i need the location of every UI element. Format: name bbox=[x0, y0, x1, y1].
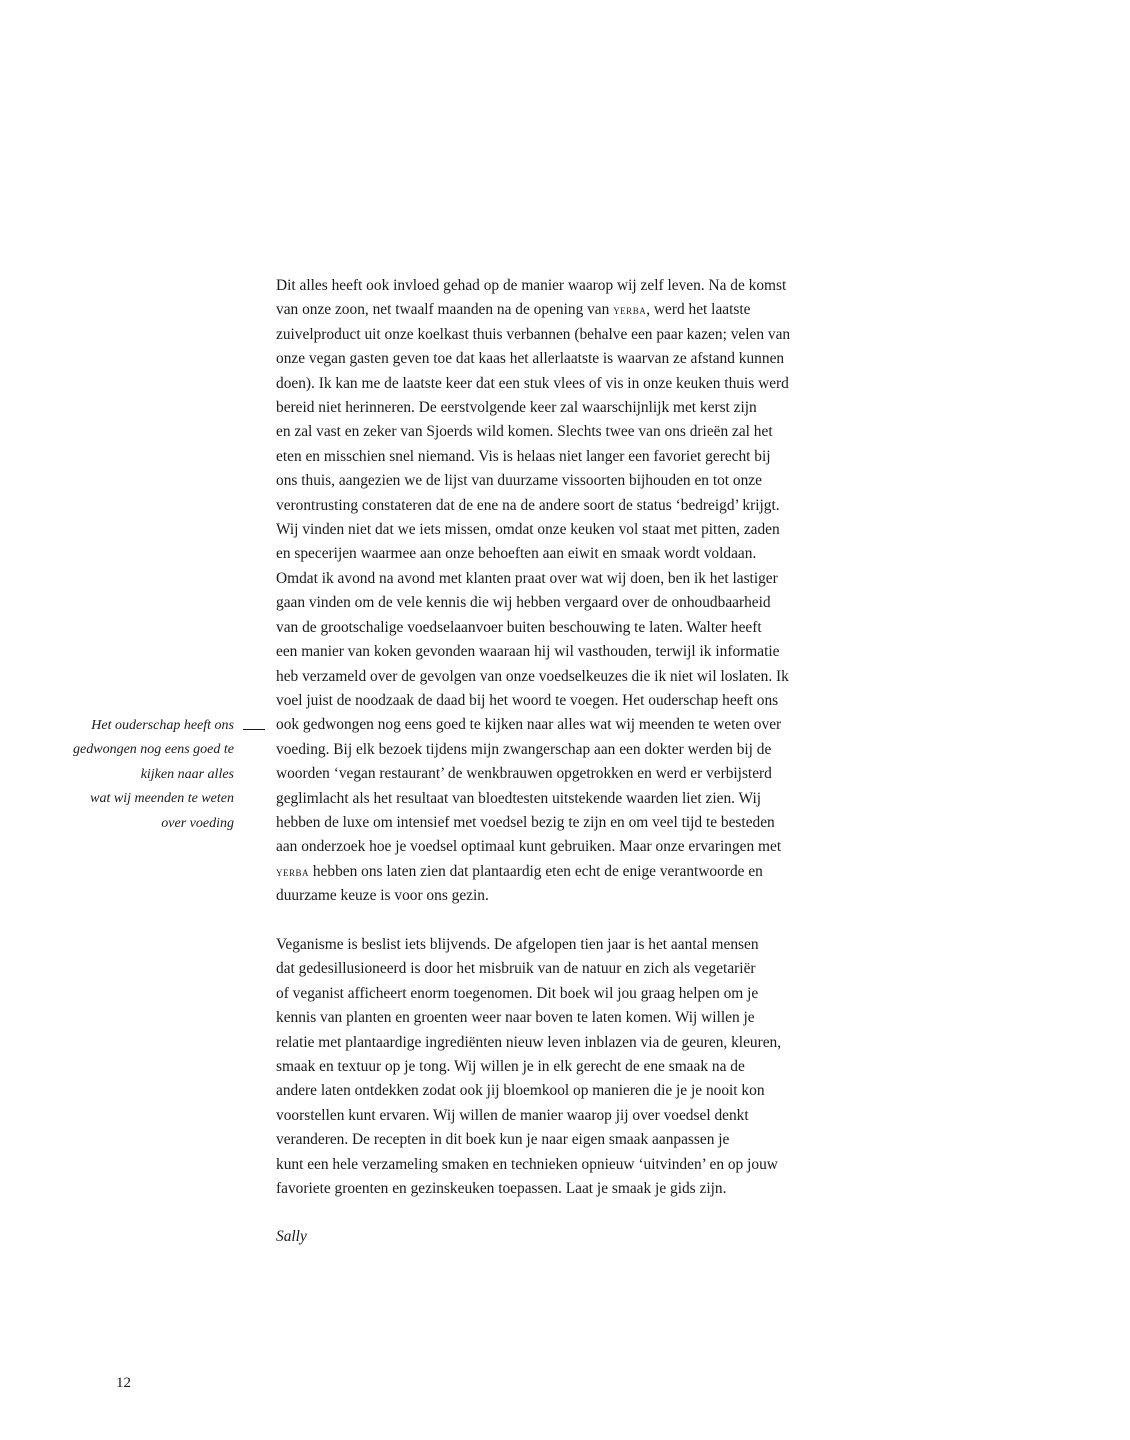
pull-quote-line: kijken naar alles bbox=[140, 766, 234, 782]
text-line: Dit alles heeft ook invloed gehad op de manier waarop wij zelf leven. Na de komst bbox=[276, 277, 787, 294]
paragraph-1 bbox=[276, 274, 856, 909]
text-line: gaan vinden om de vele kennis die wij hebben vergaard over de onhoudbaarheid bbox=[276, 594, 771, 612]
text-line: van onze zoon, net twaalf maanden na de opening van yerba, werd het laatste bbox=[276, 301, 751, 319]
text-line: duurzame keuze is voor ons gezin. bbox=[276, 887, 489, 905]
pull-quote bbox=[40, 714, 234, 836]
text-line: aan onderzoek hoe je voedsel optimaal kunt gebruiken. Maar onze ervaringen met bbox=[276, 838, 782, 856]
text-line: woorden ‘vegan restaurant’ de wenkbrauwen opgetrokken en werd er verbijsterd bbox=[276, 765, 772, 783]
text-line: kunt een hele verzameling smaken en technieken opnieuw ‘uitvinden’ en op jouw bbox=[276, 1155, 778, 1173]
text-line: onze vegan gasten geven toe dat kaas het allerlaatste is waarvan ze afstand kunnen bbox=[276, 350, 785, 368]
text-line: doen). Ik kan me de laatste keer dat een stuk vlees of vis in onze keuken thuis werd bbox=[276, 374, 789, 392]
body-text bbox=[276, 274, 856, 1201]
text-line: of veganist afficheert enorm toegenomen. Dit boek wil jou graag helpen om je bbox=[276, 984, 759, 1002]
text-line: hebben de luxe om intensief met voedsel bezig te zijn en om veel tijd te besteden bbox=[276, 813, 775, 831]
pull-quote-line: wat wij meenden te weten bbox=[90, 791, 234, 807]
text-line: en zal vast en zeker van Sjoerds wild komen. Slechts twee van ons drieën zal het bbox=[276, 423, 773, 441]
text-line: en specerijen waarmee aan onze behoeften aan eiwit en smaak wordt voldaan. bbox=[276, 545, 757, 563]
text-line: geglimlacht als het resultaat van bloedtesten uitstekende waarden liet zien. Wij bbox=[276, 789, 762, 807]
text-line: veranderen. De recepten in dit boek kun je naar eigen smaak aanpassen je bbox=[276, 1131, 730, 1149]
text-line: een manier van koken gevonden waaraan hij wil vasthouden, terwijl ik informatie bbox=[276, 643, 780, 661]
text-line: verontrusting constateren dat de ene na de andere soort de status ‘bedreigd’ krijgt. bbox=[276, 496, 780, 514]
text-line: yerba hebben ons laten zien dat plantaardig eten echt de enige verantwoorde en bbox=[276, 862, 763, 880]
pull-quote-line: gedwongen nog eens goed te bbox=[73, 742, 234, 758]
text-line: Veganisme is beslist iets blijvends. De afgelopen tien jaar is het aantal mensen bbox=[276, 935, 759, 953]
pull-quote-line: over voeding bbox=[161, 815, 234, 831]
brand-name: yerba bbox=[613, 302, 647, 318]
paragraph-2 bbox=[276, 933, 856, 1201]
text-line: Wij vinden niet dat we iets missen, omdat onze keuken vol staat met pitten, zaden bbox=[276, 521, 780, 539]
brand-name: yerba bbox=[276, 863, 310, 879]
text-line: ook gedwongen nog eens goed te kijken naar alles wat wij meenden te weten over bbox=[276, 716, 782, 734]
pull-quote-line: Het ouderschap heeft ons bbox=[91, 718, 234, 733]
text-line: kennis van planten en groenten weer naar boven te laten komen. Wij willen je bbox=[276, 1009, 755, 1027]
text-line: ons thuis, aangezien we de lijst van duurzame vissoorten bijhouden en tot onze bbox=[276, 472, 762, 490]
text-line: voeding. Bij elk bezoek tijdens mijn zwangerschap aan een dokter werden bij de bbox=[276, 740, 772, 758]
text-line: bereid niet herinneren. De eerstvolgende keer zal waarschijnlijk met kerst zijn bbox=[276, 399, 757, 417]
text-line: eten en misschien snel niemand. Vis is helaas niet langer een favoriet gerecht bij bbox=[276, 447, 771, 465]
text-line: heb verzameld over de gevolgen van onze voedselkeuzes die ik niet wil loslaten. Ik bbox=[276, 667, 789, 685]
paragraph-gap bbox=[276, 909, 856, 933]
text-line: voel juist de noodzaak de daad bij het woord te voegen. Het ouderschap heeft ons bbox=[276, 691, 779, 709]
text-line: smaak en textuur op je tong. Wij willen je in elk gerecht de ene smaak na de bbox=[276, 1057, 745, 1075]
text-line: zuivelproduct uit onze koelkast thuis verbannen (behalve een paar kazen; velen van bbox=[276, 325, 791, 343]
text-line: Omdat ik avond na avond met klanten praat over wat wij doen, ben ik het lastiger bbox=[276, 569, 778, 587]
page-number: 12 bbox=[116, 1375, 131, 1391]
author-signature: Sally bbox=[276, 1228, 307, 1245]
text-line: relatie met plantaardige ingrediënten nieuw leven inblazen via de geuren, kleuren, bbox=[276, 1033, 782, 1051]
text-line: andere laten ontdekken zodat ook jij bloemkool op manieren die je je nooit kon bbox=[276, 1082, 765, 1100]
text-line: favoriete groenten en gezinskeuken toepassen. Laat je smaak je gids zijn. bbox=[276, 1180, 727, 1198]
text-line: van de grootschalige voedselaanvoer buiten beschouwing te laten. Walter heeft bbox=[276, 618, 762, 636]
pull-quote-rule bbox=[243, 729, 265, 730]
text-line: dat gedesillusioneerd is door het misbruik van de natuur en zich als vegetariër bbox=[276, 960, 756, 978]
text-line: voorstellen kunt ervaren. Wij willen de manier waarop jij over voedsel denkt bbox=[276, 1106, 749, 1124]
